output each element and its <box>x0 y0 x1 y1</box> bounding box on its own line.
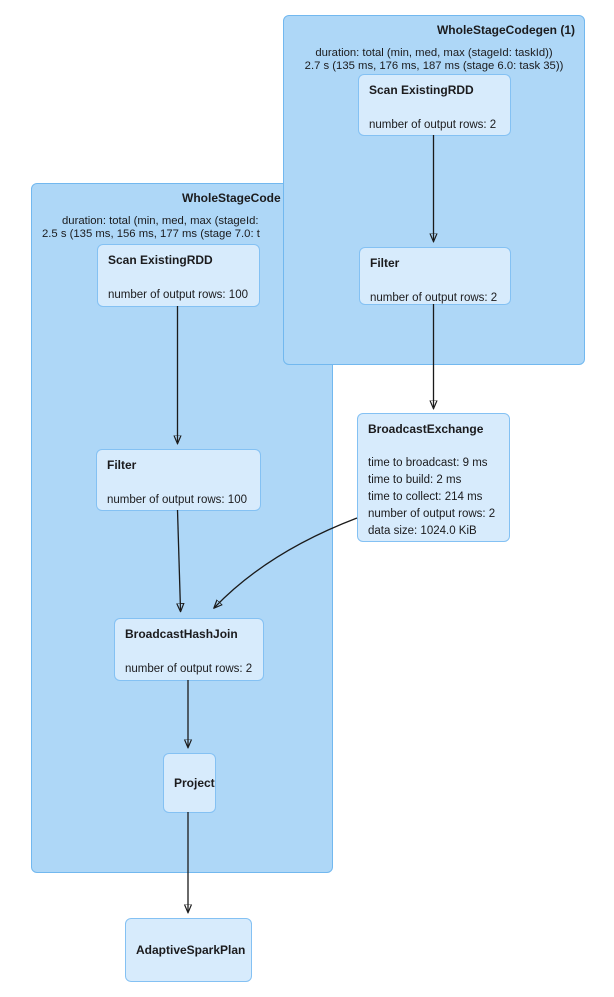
cluster-title: WholeStageCode <box>182 191 281 205</box>
node-title: AdaptiveSparkPlan <box>136 943 246 957</box>
plan-node-filter-2[interactable] <box>96 449 261 511</box>
node-title: Scan ExistingRDD <box>369 83 474 97</box>
node-metrics <box>368 455 499 540</box>
metric-output-rows: number of output rows: 100 <box>107 494 247 506</box>
cluster-wholestagecodegen-1 <box>283 15 585 365</box>
plan-node-adaptivesparkplan[interactable] <box>125 918 252 982</box>
metric-time-to-collect: time to collect: 214 ms <box>368 491 483 503</box>
node-title: Project <box>174 776 215 790</box>
plan-node-scan-existingrdd-2[interactable] <box>97 244 260 307</box>
plan-node-broadcastexchange[interactable] <box>357 413 510 542</box>
node-metrics <box>370 290 500 307</box>
cluster-title: WholeStageCodegen (1) <box>436 23 575 37</box>
metric-output-rows: number of output rows: 2 <box>368 508 496 520</box>
metric-output-rows: number of output rows: 2 <box>370 292 498 304</box>
cluster-duration-line1: duration: total (min, med, max (stageId: <box>62 215 259 227</box>
node-title: Scan ExistingRDD <box>108 253 213 267</box>
cluster-duration-line1: duration: total (min, med, max (stageId: taskId)) <box>315 47 553 59</box>
cluster-duration-line2: 2.7 s (135 ms, 176 ms, 187 ms (stage 6.0: task 35)) <box>304 60 564 72</box>
node-metrics <box>108 287 249 304</box>
node-title: Filter <box>370 256 400 270</box>
node-title: BroadcastExchange <box>368 422 484 436</box>
plan-node-project[interactable] <box>163 753 216 813</box>
metric-output-rows: number of output rows: 2 <box>369 119 497 131</box>
node-metrics <box>125 661 253 678</box>
metric-time-to-broadcast: time to broadcast: 9 ms <box>368 457 488 469</box>
metric-output-rows: number of output rows: 100 <box>108 289 248 301</box>
plan-node-filter-1[interactable] <box>359 247 511 305</box>
plan-node-broadcasthashjoin[interactable] <box>114 618 264 681</box>
node-title: Filter <box>107 458 137 472</box>
metric-data-size: data size: 1024.0 KiB <box>368 525 477 537</box>
node-metrics <box>107 492 250 509</box>
node-title: BroadcastHashJoin <box>125 627 238 641</box>
node-metrics <box>369 117 500 134</box>
plan-node-scan-existingrdd-1[interactable] <box>358 74 511 136</box>
metric-time-to-build: time to build: 2 ms <box>368 474 462 486</box>
cluster-duration-line2: 2.5 s (135 ms, 156 ms, 177 ms (stage 7.0: t <box>42 228 260 240</box>
metric-output-rows: number of output rows: 2 <box>125 663 253 675</box>
